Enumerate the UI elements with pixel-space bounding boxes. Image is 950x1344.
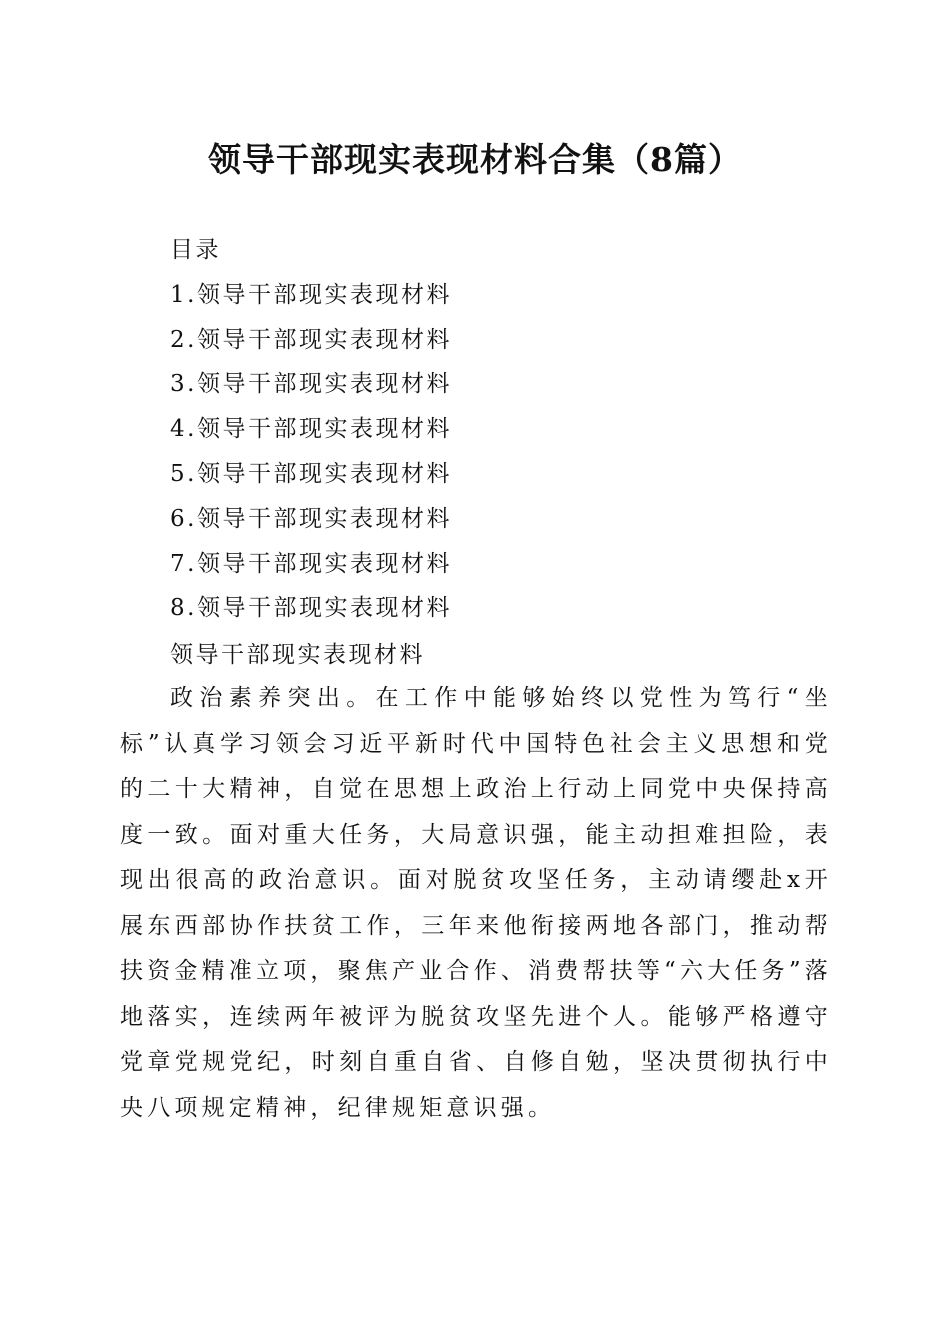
document-title: 领导干部现实表现材料合集（8篇） (208, 140, 742, 179)
toc-item: 7.领导干部现实表现材料 (170, 550, 452, 577)
toc-heading: 目录 (170, 237, 221, 263)
toc-item: 5.领导干部现实表现材料 (170, 460, 452, 487)
toc-item: 4.领导干部现实表现材料 (170, 416, 452, 443)
table-of-contents (170, 228, 870, 631)
body-paragraph: 政治素养突出。在工作中能够始终以党性为笃行“坐标”认真学习领会习近平新时代中国特色社会主义思想和党的二十大精神，自觉在思想上政治上行动上同党中央保持高度一致。面对重大任务，大局意识强，能主动担难担险，表现出很高的政治意识。面对脱贫攻坚任务，主动请缨赴x开展东西部协作扶贫工作，三年来他衔接两地各部门，推动帮扶资金精准立项，聚焦产业合作、消费帮扶等“六大任务”落地落实，连续两年被评为脱贫攻坚先进个人。能够严格遵守党章党规党纪，时刻自重自省、自修自勉，坚决贯彻执行中央八项规定精神，纪律规矩意识强。 (120, 685, 832, 1121)
toc-item: 8.领导干部现实表现材料 (170, 595, 452, 622)
toc-item: 6.领导干部现实表现材料 (170, 505, 452, 532)
toc-item: 3.领导干部现实表现材料 (170, 371, 452, 398)
toc-item: 1.领导干部现实表现材料 (170, 281, 452, 308)
section-title: 领导干部现实表现材料 (170, 642, 425, 668)
toc-item: 2.领导干部现实表现材料 (170, 326, 452, 353)
